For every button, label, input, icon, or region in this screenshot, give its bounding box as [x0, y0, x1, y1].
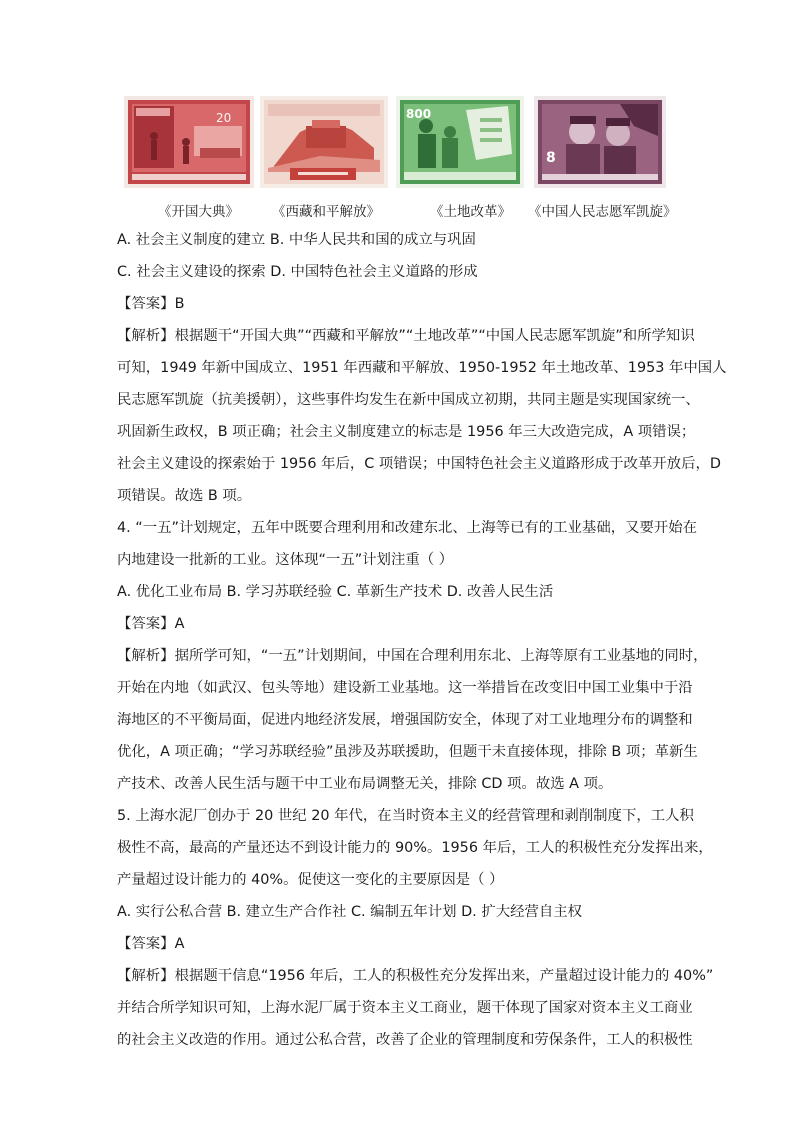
text-line: 【解析】根据题干信息“1956 年后，工人的积极性充分发挥出来，产量超过设计能力的 40%” [117, 968, 714, 984]
stamp-row [124, 96, 684, 190]
text-line: 【解析】据所学可知，“一五”计划期间，中国在合理利用东北、上海等原有工业基地的同时， [117, 648, 708, 664]
question-line: 产量超过设计能力的 40%。促使这一变化的主要原因是（ ） [117, 872, 504, 888]
founding-ceremony-stamp [124, 96, 254, 188]
answer-line: 【答案】A [117, 936, 185, 952]
text-line: 优化，A 项正确；“学习苏联经验”虽涉及苏联援助，但题干未直接体现，排除 B 项；革新生 [117, 744, 698, 760]
text-line: 项错误。故选 B 项。 [117, 488, 252, 504]
question-line: 内地建设一批新的工业。这体现“一五”计划注重（ ） [117, 552, 454, 568]
text-line: 产技术、改善人民生活与题干中工业布局调整无关，排除 CD 项。故选 A 项。 [117, 776, 613, 792]
question-line: 4. “一五”计划规定，五年中既要合理利用和改建东北、上海等已有的工业基础，又要开始在 [117, 520, 698, 536]
text-line: 巩固新生政权，B 项正确；社会主义制度建立的标志是 1956 年三大改造完成，A 项错误； [117, 424, 696, 440]
text-line: 的社会主义改造的作用。通过公私合营，改善了企业的管理制度和劳保条件，工人的积极性 [117, 1032, 693, 1048]
tibet-liberation-stamp [260, 96, 388, 188]
text-line: 并结合所学知识可知，上海水泥厂属于资本主义工商业，题干体现了国家对资本主义工商业 [117, 1000, 693, 1016]
answer-line: 【答案】A [117, 616, 185, 632]
text-line: 【解析】根据题干“开国大典”“西藏和平解放”“土地改革”“中国人民志愿军凯旋”和所学知识 [117, 328, 695, 344]
text-line: A. 社会主义制度的建立 B. 中华人民共和国的成立与巩固 [117, 232, 476, 248]
caption-founding-ceremony: 《开国大典》 [158, 204, 239, 220]
caption-volunteers-return: 《中国人民志愿军凯旋》 [528, 204, 677, 220]
text-line: 海地区的不平衡局面，促进内地经济发展，增强国防安全，体现了对工业地理分布的调整和 [117, 712, 693, 728]
text-line: C. 社会主义建设的探索 D. 中国特色社会主义道路的形成 [117, 264, 478, 280]
options-line: A. 实行公私合营 B. 建立生产合作社 C. 编制五年计划 D. 扩大经营自主权 [117, 904, 583, 920]
text-line: 社会主义建设的探索始于 1956 年后，C 项错误；中国特色社会主义道路形成于改革开放后，D [117, 456, 721, 472]
volunteers-stamp-face: 8 [546, 150, 556, 166]
answer-line: 【答案】B [117, 296, 185, 312]
text-line: 可知，1949 年新中国成立、1951 年西藏和平解放、1950-1952 年土地改革、1953 年中国人 [117, 360, 727, 376]
stamp-captions [0, 200, 794, 220]
land-reform-stamp-face: 800 [406, 107, 432, 121]
text-line: 开始在内地（如武汉、包头等地）建设新工业基地。这一举措旨在改变旧中国工业集中于沿 [117, 680, 693, 696]
question-line: 5. 上海水泥厂创办于 20 世纪 20 年代，在当时资本主义的经营管理和剥削制度下，工人积 [117, 808, 694, 824]
founding-stamp-face: 20 [216, 111, 232, 125]
volunteers-return-stamp [534, 96, 666, 188]
question-line: 极性不高，最高的产量还达不到设计能力的 90%。1956 年后，工人的积极性充分发挥出来， [117, 840, 713, 856]
caption-land-reform: 《土地改革》 [430, 204, 511, 220]
options-line: A. 优化工业布局 B. 学习苏联经验 C. 革新生产技术 D. 改善人民生活 [117, 584, 554, 600]
land-reform-stamp [396, 96, 524, 188]
text-line: 民志愿军凯旋（抗美援朝），这些事件均发生在新中国成立初期，共同主题是实现国家统一、 [117, 392, 700, 408]
caption-tibet-liberation: 《西藏和平解放》 [272, 204, 380, 220]
